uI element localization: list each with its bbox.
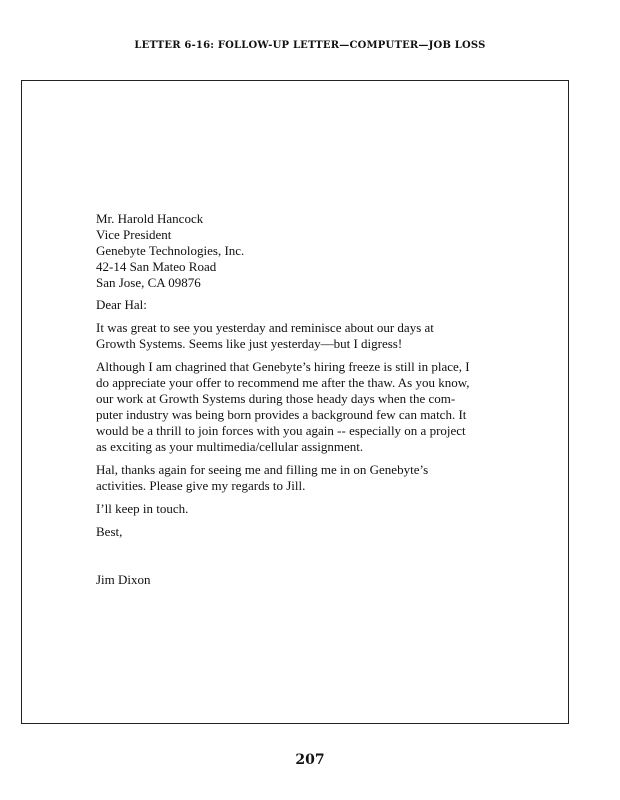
address-line: San Jose, CA 09876 (96, 275, 201, 290)
address-line: Genebyte Technologies, Inc. (96, 243, 245, 258)
paragraph-line: Hal, thanks again for seeing me and filling me in on Genebyte’s (96, 462, 429, 477)
paragraph-line: I’ll keep in touch. (96, 501, 189, 516)
paragraph-line: would be a thrill to join forces with you again -- especially on a project (96, 423, 466, 438)
paragraph-line: Growth Systems. Seems like just yesterday—but I digress! (96, 336, 403, 351)
paragraph-line: It was great to see you yesterday and reminisce about our days at (96, 320, 434, 335)
address-line: 42-14 San Mateo Road (96, 259, 217, 274)
paragraph-3 (96, 462, 506, 494)
closing: Best, (96, 524, 123, 539)
letter-body (96, 211, 506, 588)
page-heading: LETTER 6-16: FOLLOW-UP LETTER—COMPUTER—JOB LOSS (134, 40, 486, 51)
paragraph-line: puter industry was being born provides a background few can match. It (96, 407, 467, 422)
paragraph-2 (96, 359, 506, 455)
paragraph-line: Although I am chagrined that Genebyte’s hiring freeze is still in place, I (96, 359, 470, 374)
paragraph-line: do appreciate your offer to recommend me after the thaw. As you know, (96, 375, 470, 390)
paragraph-line: activities. Please give my regards to Jill. (96, 478, 306, 493)
paragraph-line: our work at Growth Systems during those heady days when the com- (96, 391, 456, 406)
paragraph-1 (96, 320, 506, 352)
paragraph-4 (96, 501, 506, 517)
recipient-address (96, 211, 506, 291)
address-line: Mr. Harold Hancock (96, 211, 204, 226)
salutation: Dear Hal: (96, 297, 147, 312)
paragraph-line: as exciting as your multimedia/cellular assignment. (96, 439, 364, 454)
signature: Jim Dixon (96, 572, 151, 587)
address-line: Vice President (96, 227, 172, 242)
page-number: 207 (295, 752, 325, 768)
